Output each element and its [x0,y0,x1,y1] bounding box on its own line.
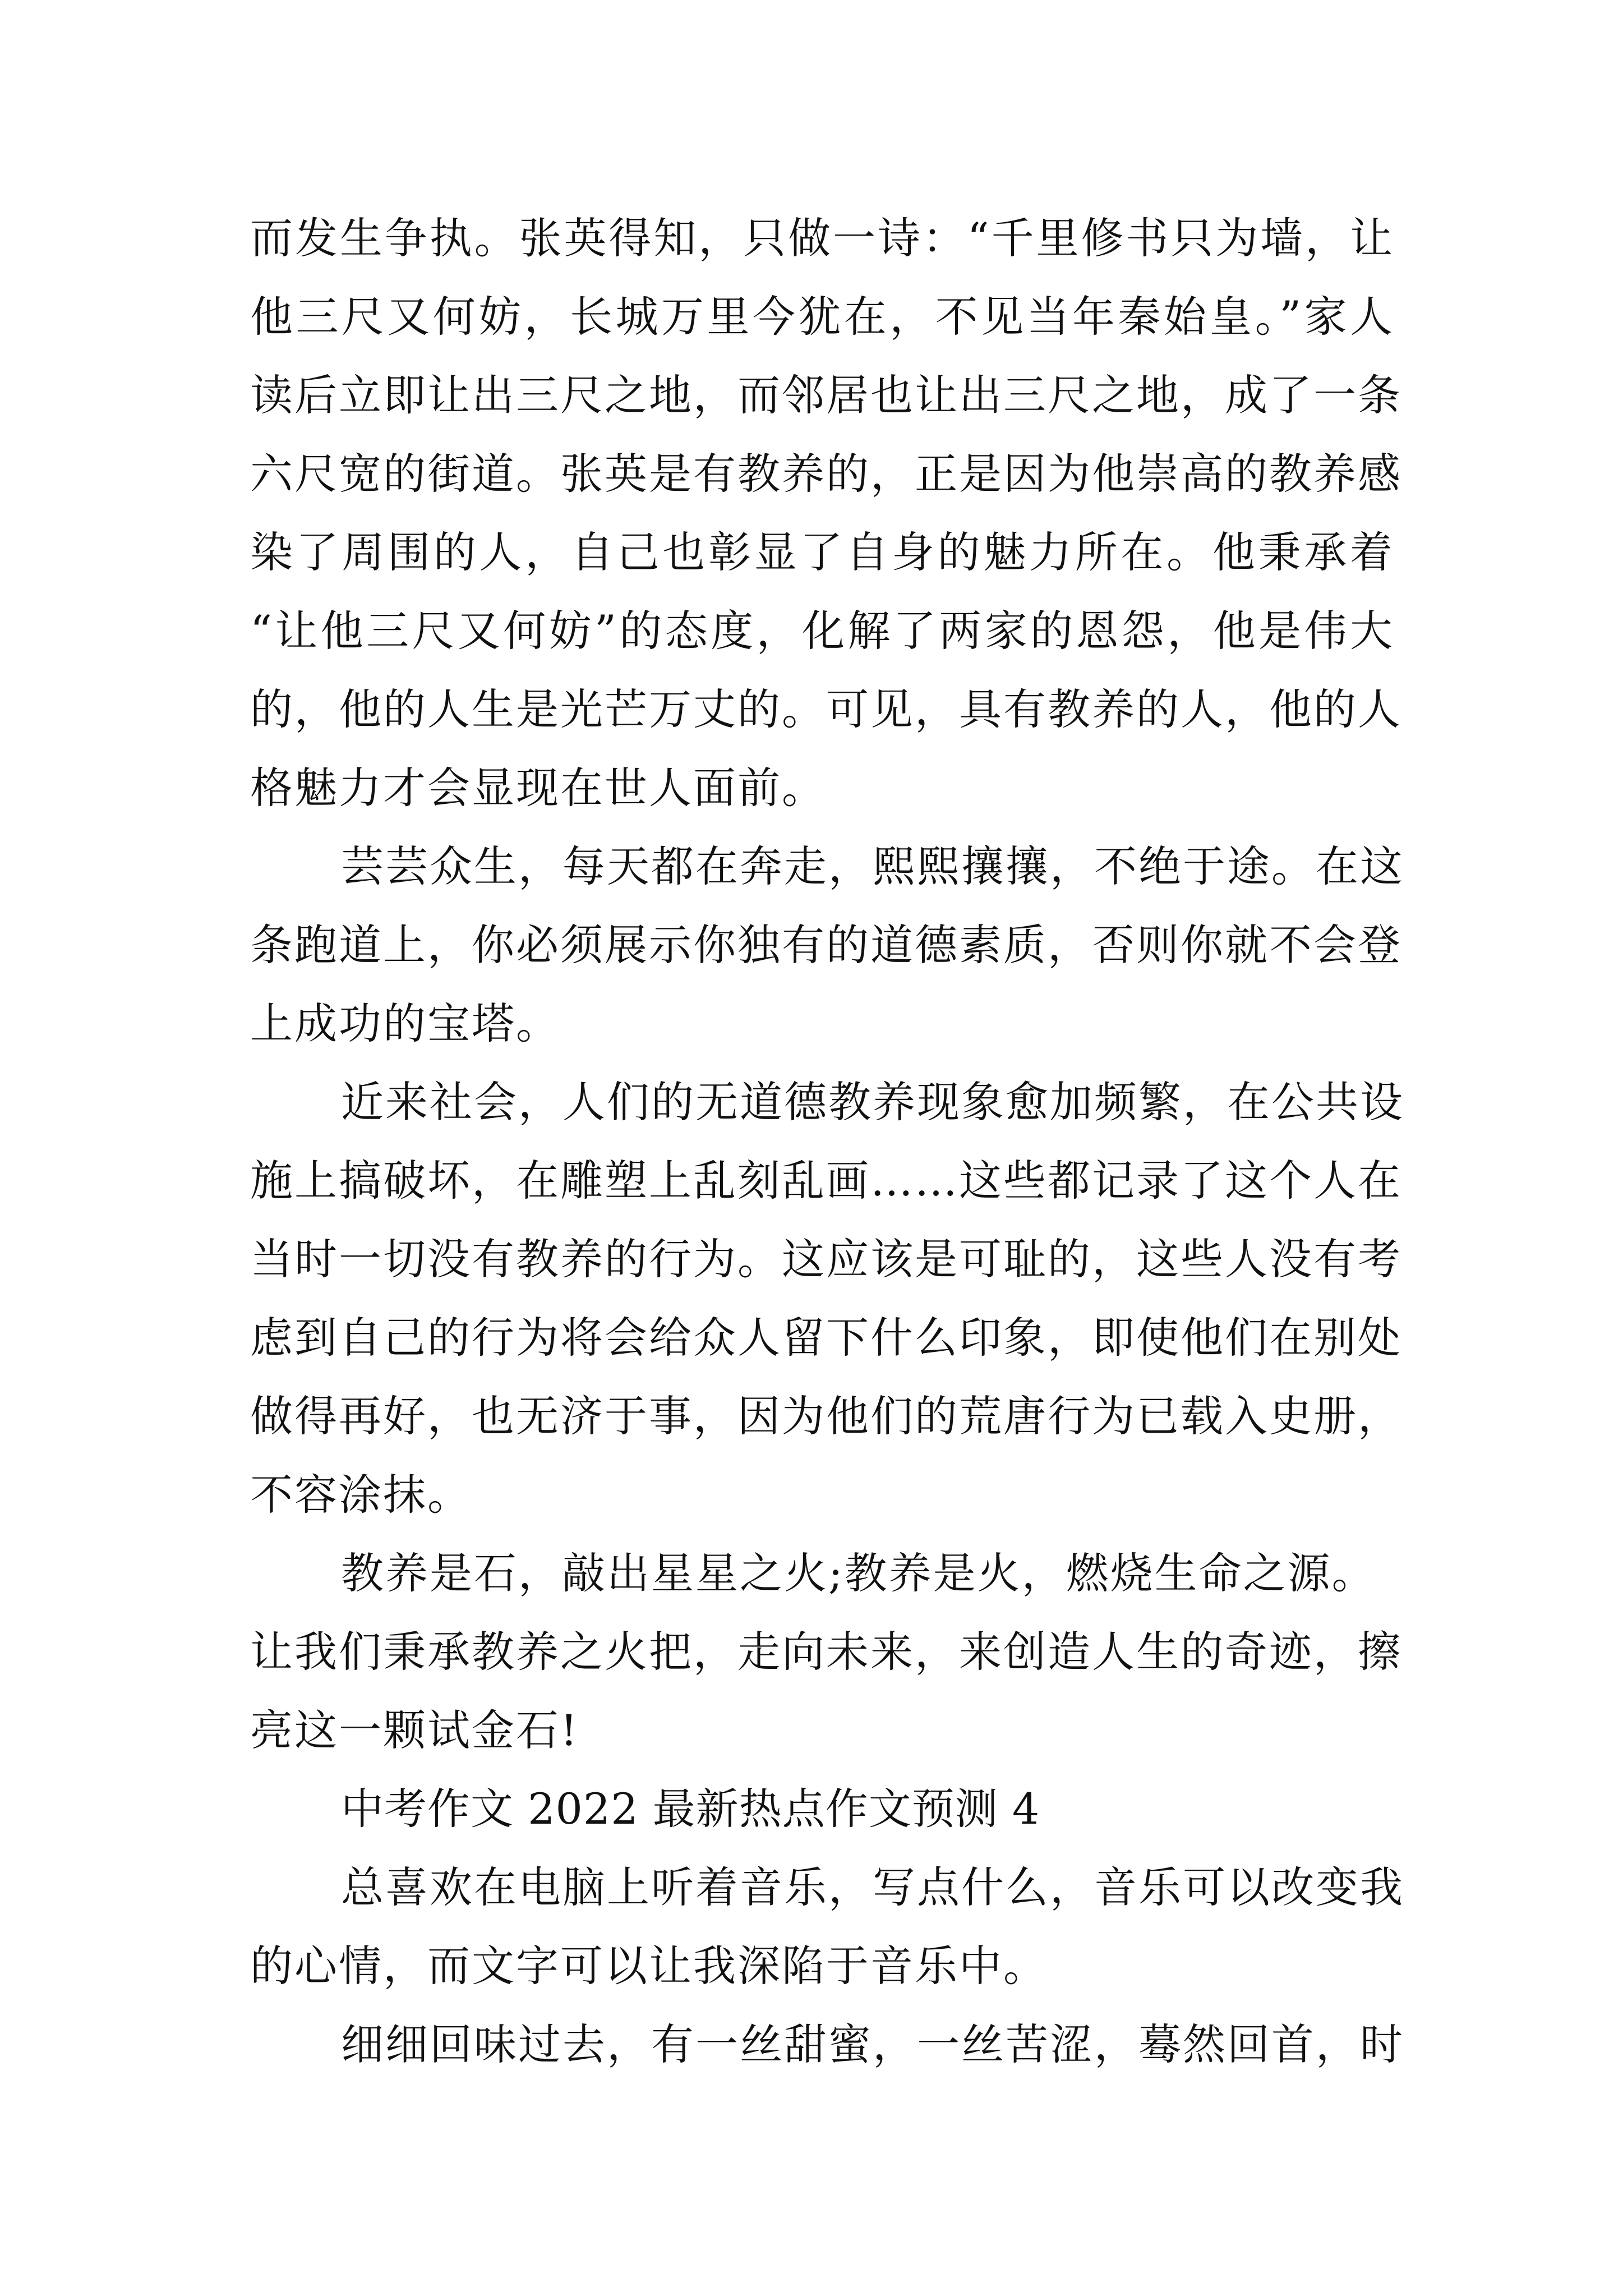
text-line: 他三尺又何妨，长城万里今犹在，不见当年秦始皇。”家人 [250,292,1394,342]
text-line: 而发生争执。张英得知，只做一诗：“千里修书只为墙，让 [250,213,1394,263]
text-line: 条跑道上，你必须展示你独有的道德素质，否则你就不会登 [250,920,1402,970]
text-line: 的，他的人生是光芒万丈的。可见，具有教养的人，他的人 [250,684,1402,734]
paragraph-first-line: 芸芸众生，每天都在奔走，熙熙攘攘，不绝于途。在这 [341,841,1404,891]
text-line: 当时一切没有教养的行为。这应该是可耻的，这些人没有考 [250,1234,1402,1284]
text-line: 虑到自己的行为将会给众人留下什么印象，即使他们在别处 [250,1313,1402,1363]
text-line: 读后立即让出三尺之地，而邻居也让出三尺之地，成了一条 [250,370,1402,420]
paragraph-first-line: 细细回味过去，有一丝甜蜜，一丝苦涩，蓦然回首，时 [341,2019,1404,2069]
text-line: 六尺宽的街道。张英是有教养的，正是因为他崇高的教养感 [250,449,1402,499]
text-line: 不容涂抹。 [250,1470,472,1520]
text-line: 染了周围的人，自己也彰显了自身的魅力所在。他秉承着 [250,527,1394,577]
text-line: 的心情，而文字可以让我深陷于音乐中。 [250,1941,1048,1991]
text-line: 格魅力才会显现在世人面前。 [250,763,826,813]
section-heading: 中考作文 2022 最新热点作文预测 4 [341,1784,1040,1834]
paragraph-first-line: 教养是石，敲出星星之火;教养是火，燃烧生命之源。 [341,1548,1376,1598]
text-line: 让我们秉承教养之火把，走向未来，来创造人生的奇迹，擦 [250,1627,1402,1677]
text-line: “让他三尺又何妨”的态度，化解了两家的恩怨，他是伟大 [250,606,1394,656]
text-line: 上成功的宝塔。 [250,999,560,1048]
paragraph-first-line: 总喜欢在电脑上听着音乐，写点什么，音乐可以改变我 [341,1862,1404,1912]
text-line: 做得再好，也无济于事，因为他们的荒唐行为已载入史册， [250,1391,1402,1441]
paragraph-first-line: 近来社会，人们的无道德教养现象愈加频繁，在公共设 [341,1077,1404,1127]
text-line: 施上搞破坏，在雕塑上乱刻乱画……这些都记录了这个人在 [250,1156,1402,1205]
text-line: 亮这一颗试金石! [250,1705,579,1755]
